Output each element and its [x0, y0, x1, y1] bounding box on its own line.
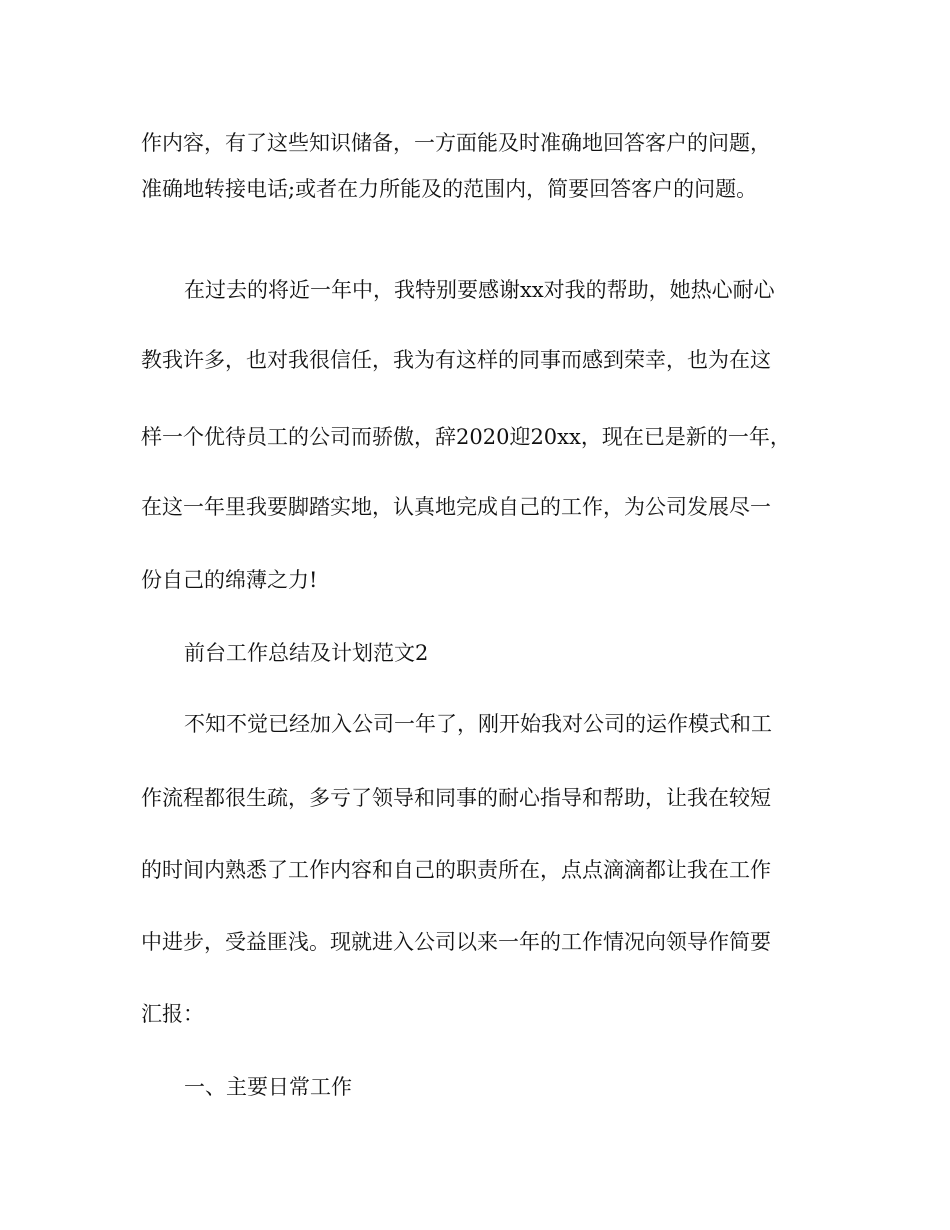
paragraph-line: 教我许多，也对我很信任，我为有这样的同事而感到荣幸，也为在这 — [141, 348, 771, 372]
paragraph-line: 作内容，有了这些知识储备，一方面能及时准确地回答客户的问题， — [141, 131, 771, 155]
section-title: 前台工作总结及计划范文2 — [184, 641, 429, 665]
paragraph-line: 汇报： — [141, 1002, 204, 1026]
section-heading: 一、主要日常工作 — [184, 1075, 352, 1099]
paragraph-line: 的时间内熟悉了工作内容和自己的职责所在，点点滴滴都让我在工作 — [141, 858, 771, 882]
paragraph-line: 样一个优待员工的公司而骄傲，辞2020迎20xx，现在已是新的一年， — [141, 425, 791, 449]
paragraph-line: 不知不觉已经加入公司一年了，刚开始我对公司的运作模式和工 — [184, 712, 772, 736]
paragraph-line: 在过去的将近一年中，我特别要感谢xx对我的帮助，她热心耐心 — [184, 278, 775, 302]
paragraph-line: 准确地转接电话;或者在力所能及的范围内，简要回答客户的问题。 — [141, 177, 758, 201]
paragraph-line: 作流程都很生疏，多亏了领导和同事的耐心指导和帮助，让我在较短 — [141, 786, 771, 810]
paragraph-line: 中进步，受益匪浅。现就进入公司以来一年的工作情况向领导作简要 — [141, 930, 771, 954]
paragraph-line: 份自己的绵薄之力! — [141, 568, 318, 592]
paragraph-line: 在这一年里我要脚踏实地，认真地完成自己的工作，为公司发展尽一 — [141, 495, 771, 519]
